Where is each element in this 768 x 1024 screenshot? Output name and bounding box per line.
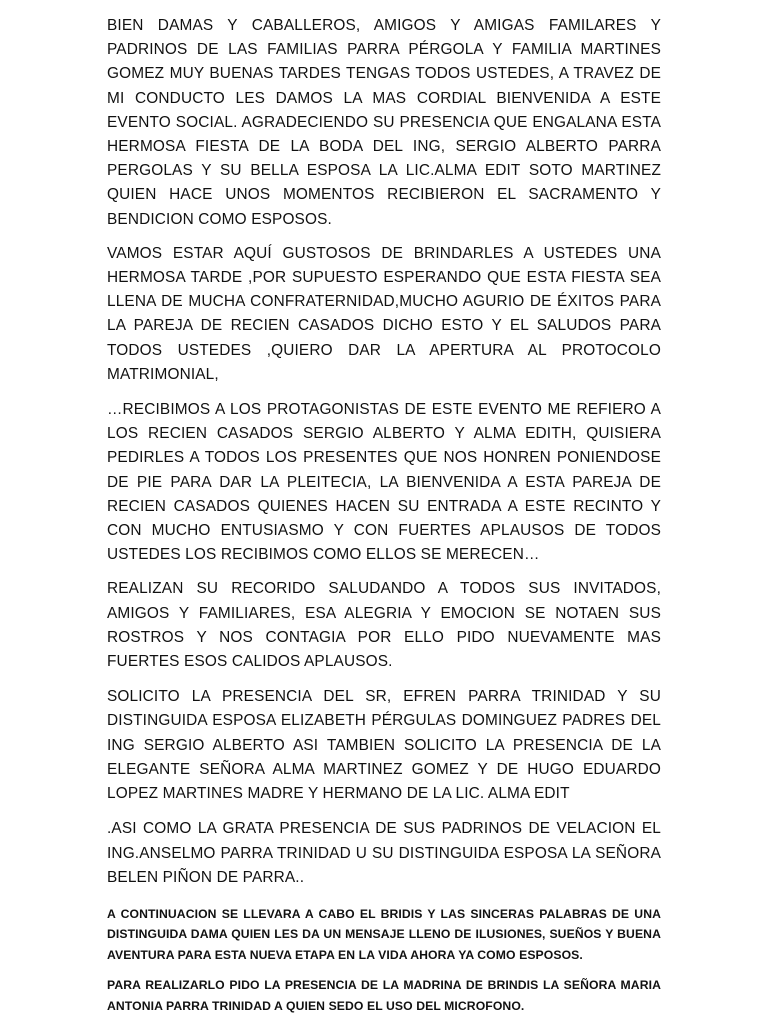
paragraph-couple-entrance: …RECIBIMOS A LOS PROTAGONISTAS DE ESTE EVENTO ME REFIERO A LOS RECIEN CASADOS SERGIO ALBERTO Y ALMA EDITH, QUISIERA PEDIRLES A TODOS LOS PRESENTES QUE NOS HONREN PONIENDOSE DE PIE PARA DAR LA PLEITECIA, LA BIENVENIDA A ESTA PAREJA DE RECIEN CASADOS QUIENES HACEN SU ENTRADA A ESTE RECINTO Y CON MUCHO ENTUSIASMO Y CON FUERTES APLAUSOS DE TODOS USTEDES LOS RECIBIMOS COMO ELLOS SE MERECEN… (107, 401, 661, 564)
paragraph-welcome: BIEN DAMAS Y CABALLEROS, AMIGOS Y AMIGAS FAMILARES Y PADRINOS DE LAS FAMILIAS PARRA PÉRGOLA Y FAMILIA MARTINES GOMEZ MUY BUENAS TARDES TENGAS TODOS USTEDES, A TRAVEZ DE MI CONDUCTO LES DAMOS LA MAS CORDIAL BIENVENIDA A ESTE EVENTO SOCIAL. AGRADECIENDO SU PRESENCIA QUE ENGALANA ESTA HERMOSA FIESTA DE LA BODA DEL ING, SERGIO ALBERTO PARRA PERGOLAS Y SU BELLA ESPOSA LA LIC.ALMA EDIT SOTO MARTINEZ QUIEN HACE UNOS MOMENTOS RECIBIERON EL SACRAMENTO Y BENDICION COMO ESPOSOS. (107, 17, 661, 228)
paragraph-opening: VAMOS ESTAR AQUÍ GUSTOSOS DE BRINDARLES A USTEDES UNA HERMOSA TARDE ,POR SUPUESTO ESPERANDO QUE ESTA FIESTA SEA LLENA DE MUCHA CONFRATERNIDAD,MUCHO AGURIO DE ÉXITOS PARA LA PAREJA DE RECIEN CASADOS DICHO ESTO Y EL SALUDOS PARA TODOS USTEDES ,QUIERO DAR LA APERTURA AL PROTOCOLO MATRIMONIAL, (107, 244, 661, 383)
paragraph-toast-godmother: PARA REALIZARLO PIDO LA PRESENCIA DE LA MADRINA DE BRINDIS LA SEÑORA MARIA ANTONIA PARRA TRINIDAD A QUIEN SEDO EL USO DEL MICROFONO. (107, 978, 661, 1013)
document-page (107, 14, 661, 1016)
paragraph-greeting-tour: REALIZAN SU RECORIDO SALUDANDO A TODOS SUS INVITADOS, AMIGOS Y FAMILIARES, ESA ALEGRIA Y EMOCION SE NOTAEN SUS ROSTROS Y NOS CONTAGIA POR ELLO PIDO NUEVAMENTE MAS FUERTES ESOS CALIDOS APLAUSOS. (107, 580, 661, 671)
paragraph-toast-announcement: A CONTINUACION SE LLEVARA A CABO EL BRIDIS Y LAS SINCERAS PALABRAS DE UNA DISTINGUIDA DAMA QUIEN LES DA UN MENSAJE LLENO DE ILUSIONES, SUEÑOS Y BUENA AVENTURA PARA ESTA NUEVA ETAPA EN LA VIDA AHORA YA COMO ESPOSOS. (107, 906, 661, 962)
paragraph-godparents-presence: .ASI COMO LA GRATA PRESENCIA DE SUS PADRINOS DE VELACION EL ING.ANSELMO PARRA TRINIDAD U SU DISTINGUIDA ESPOSA LA SEÑORA BELEN PIÑON DE PARRA.. (107, 820, 661, 886)
paragraph-parents-presence: SOLICITO LA PRESENCIA DEL SR, EFREN PARRA TRINIDAD Y SU DISTINGUIDA ESPOSA ELIZABETH PÉRGULAS DOMINGUEZ PADRES DEL ING SERGIO ALBERTO ASI TAMBIEN SOLICITO LA PRESENCIA DE LA ELEGANTE SEÑORA ALMA MARTINEZ GOMEZ Y DE HUGO EDUARDO LOPEZ MARTINES MADRE Y HERMANO DE LA LIC. ALMA EDIT (107, 688, 661, 803)
